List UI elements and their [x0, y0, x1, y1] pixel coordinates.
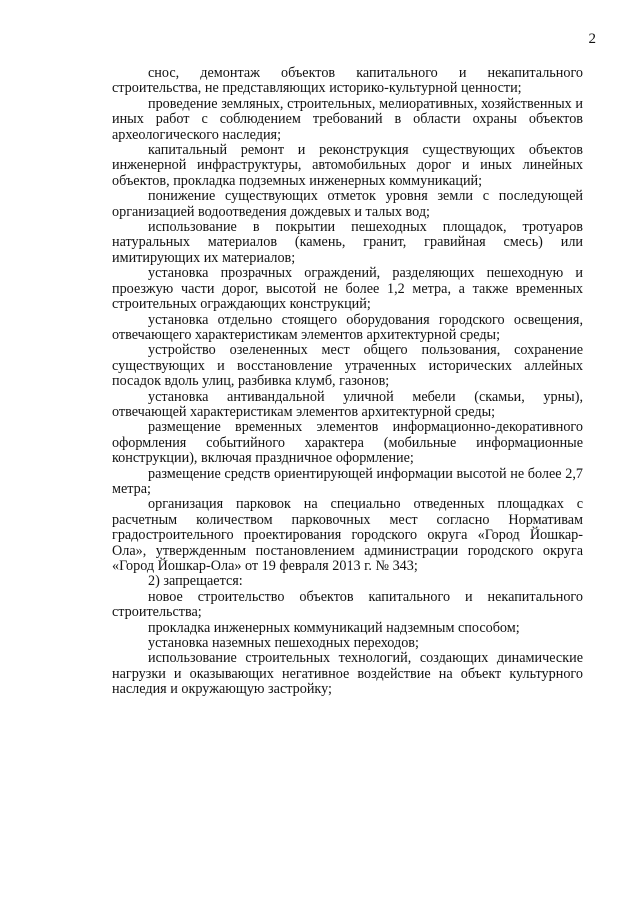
paragraph: размещение временных элементов информационно-декоративного оформления событийного характера (мобильные информационные конструкции), включая праздничное оформление;	[112, 419, 583, 467]
paragraph: установка отдельно стоящего оборудования городского освещения, отвечающего характеристикам элементов архитектурной среды;	[112, 311, 583, 343]
paragraph: устройство озелененных мест общего пользования, сохранение существующих и восстановление утраченных исторических аллейных посадок вдоль улиц, разбивка клумб, газонов;	[112, 342, 583, 390]
paragraph: новое строительство объектов капитального и некапитального строительства;	[112, 588, 583, 621]
section-heading: 2) запрещается:	[148, 573, 243, 590]
page-number: 2	[588, 31, 596, 47]
paragraph: капитальный ремонт и реконструкция существующих объектов инженерной инфраструктуры, автомобильных дорог и иных линейных объектов, прокладка подземных инженерных коммуникаций;	[112, 142, 583, 189]
paragraph: размещение средств ориентирующей информации высотой не более 2,7 метра;	[112, 465, 583, 497]
paragraph: использование в покрытии пешеходных площадок, тротуаров натуральных материалов (камень, гранит, гравийная смесь) или имитирующих их материалов;	[112, 219, 583, 266]
paragraph: установка антивандальной уличной мебели (скамьи, урны), отвечающей характеристикам элементов архитектурной среды;	[112, 388, 583, 420]
paragraph: снос, демонтаж объектов капитального и некапитального строительства, не представляющих историко-культурной ценности;	[112, 65, 583, 97]
paragraph: понижение существующих отметок уровня земли с последующей организацией водоотведения дождевых и талых вод;	[112, 188, 583, 220]
paragraph: прокладка инженерных коммуникаций надземным способом;	[148, 619, 520, 636]
paragraph: использование строительных технологий, создающих динамические нагрузки и оказывающих негативное воздействие на объект культурного наследия и окружающую застройку;	[112, 650, 583, 698]
paragraph: проведение земляных, строительных, мелиоративных, хозяйственных и иных работ с соблюдением требований в области охраны объектов археологического наследия;	[112, 95, 583, 143]
paragraph: установка прозрачных ограждений, разделяющих пешеходную и проезжую части дорог, высотой не более 1,2 метра, а также временных строительных ограждающих конструкций;	[112, 265, 583, 313]
document-body	[112, 66, 583, 698]
paragraph: установка наземных пешеходных переходов;	[148, 635, 419, 652]
paragraph: организация парковок на специально отведенных площадках с расчетным количеством парковочных мест согласно Нормативам градостроительного проектирования городского округа «Город Йошкар-Ола», утвержденным постановлением администрации городского округа «Город Йошкар-Ола» от 19 февраля 2013 г. № 343;	[112, 496, 583, 574]
